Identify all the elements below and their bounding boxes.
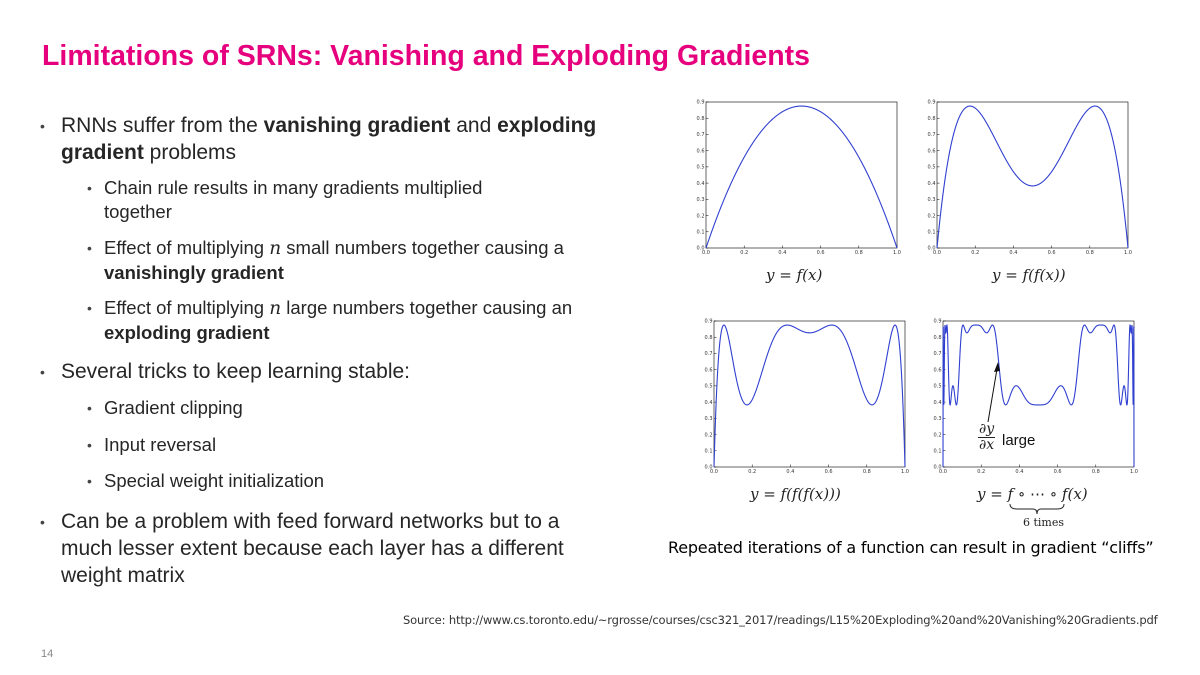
y-tick-label: 0.1	[696, 229, 705, 236]
y-tick-label: 0.3	[704, 416, 713, 423]
x-tick-label: 0.2	[977, 469, 986, 475]
bullet-text: Can be a problem with feed forward networks but to a much lesser extent because each layer has a different weight matrix	[61, 510, 564, 587]
y-tick-label: 0.1	[704, 448, 713, 455]
y-tick-label: 0.2	[927, 213, 936, 220]
slide-title: Limitations of SRNs: Vanishing and Exploding Gradients	[42, 40, 810, 72]
y-tick-label: 0.5	[927, 164, 936, 171]
bullet-dot: •	[40, 364, 45, 380]
x-tick-label: 0.0	[933, 250, 941, 256]
bullet-chain-rule	[87, 176, 544, 224]
series-line	[943, 325, 1134, 467]
y-tick-label: 0.2	[696, 213, 705, 220]
plot-frame	[943, 321, 1134, 467]
plot-f-f-f-x	[702, 316, 916, 481]
bullet-dot: •	[87, 180, 92, 196]
series-line	[937, 106, 1128, 248]
x-tick-label: 0.4	[778, 250, 787, 256]
plot-f-x	[694, 97, 908, 262]
plot-caption-f-6-times: y = f ∘ ⋯ ∘ f(x)	[977, 485, 1088, 503]
x-tick-label: 0.6	[1047, 250, 1056, 256]
bullet-tricks	[40, 358, 601, 385]
y-tick-label: 0.6	[933, 367, 942, 374]
bullet-emphasis: vanishing gradient	[263, 114, 451, 137]
y-tick-label: 0.8	[704, 334, 713, 341]
x-tick-label: 0.6	[824, 469, 833, 475]
bullet-text: Chain rule results in many gradients multiplied together	[104, 177, 483, 222]
x-tick-label: 1.0	[901, 469, 909, 475]
bullet-text: small numbers together causing a	[281, 237, 564, 258]
y-tick-label: 0.7	[927, 132, 936, 139]
math-variable: n	[269, 298, 282, 319]
x-tick-label: 0.8	[1091, 469, 1100, 475]
bullet-dot: •	[40, 118, 45, 134]
y-tick-label: 0.3	[696, 197, 705, 204]
y-tick-label: 0.0	[933, 464, 942, 471]
bullet-text: problems	[143, 141, 237, 164]
bullet-input-reversal	[87, 433, 604, 457]
y-tick-label: 0.5	[704, 383, 713, 390]
y-tick-label: 0.9	[704, 318, 713, 325]
bullet-dot: •	[87, 300, 92, 316]
bullet-rnn-problems	[40, 112, 601, 166]
series-line	[706, 106, 897, 248]
y-tick-label: 0.9	[933, 318, 942, 325]
y-tick-label: 0.7	[696, 132, 705, 139]
page-number: 14	[41, 648, 54, 660]
bullet-text: Effect of multiplying	[104, 297, 270, 318]
y-tick-label: 0.9	[696, 99, 705, 106]
y-tick-label: 0.6	[927, 148, 936, 155]
series-line	[714, 325, 905, 467]
x-tick-label: 0.8	[1085, 250, 1094, 256]
y-tick-label: 0.7	[704, 351, 713, 358]
x-tick-label: 0.0	[702, 250, 710, 256]
y-tick-label: 0.4	[704, 399, 713, 406]
y-tick-label: 0.8	[696, 115, 705, 122]
source-citation: Source: http://www.cs.toronto.edu/~rgrosse/courses/csc321_2017/readings/L15%20Exploding%20and%20Vanishing%20Gradients.pdf	[403, 613, 1158, 627]
y-tick-label: 0.8	[933, 334, 942, 341]
y-tick-label: 0.0	[696, 245, 705, 252]
plot-caption-f-x: y = f(x)	[766, 266, 823, 284]
y-tick-label: 0.6	[696, 148, 705, 155]
x-tick-label: 1.0	[1130, 469, 1138, 475]
bullet-dot: •	[87, 473, 92, 489]
plot-svg	[702, 316, 916, 481]
bullet-text: and	[450, 114, 498, 137]
y-tick-label: 0.3	[927, 197, 936, 204]
plot-svg	[931, 316, 1145, 481]
plot-svg	[925, 97, 1139, 262]
partial-derivative-annotation: ∂y ∂x	[979, 421, 995, 453]
x-tick-label: 0.2	[971, 250, 980, 256]
bullet-text: Input reversal	[104, 434, 217, 455]
y-tick-label: 0.6	[704, 367, 713, 374]
bullet-feed-forward	[40, 508, 601, 589]
y-tick-label: 0.4	[696, 180, 705, 187]
underbrace	[1009, 503, 1065, 515]
bullet-emphasis: vanishingly gradient	[104, 262, 284, 283]
y-tick-label: 0.1	[927, 229, 936, 236]
bullet-text: large numbers together causing an	[281, 297, 573, 318]
bullet-text: RNNs suffer from the	[61, 114, 264, 137]
bullet-dot: •	[40, 514, 45, 530]
y-tick-label: 0.5	[933, 383, 942, 390]
x-tick-label: 0.6	[1053, 469, 1062, 475]
plot-f-6-times	[931, 316, 1145, 481]
y-tick-label: 0.9	[927, 99, 936, 106]
math-variable: n	[269, 238, 282, 259]
y-tick-label: 0.2	[704, 432, 713, 439]
y-tick-label: 0.3	[933, 416, 942, 423]
plot-frame	[937, 102, 1128, 248]
bullet-dot: •	[87, 437, 92, 453]
bullet-small-numbers	[87, 236, 604, 285]
bullet-gradient-clipping	[87, 396, 604, 420]
underbrace-label: 6 times	[1023, 516, 1065, 529]
x-tick-label: 0.2	[748, 469, 757, 475]
y-tick-label: 0.4	[927, 180, 936, 187]
x-tick-label: 0.2	[740, 250, 749, 256]
y-tick-label: 0.0	[704, 464, 713, 471]
plot-frame	[714, 321, 905, 467]
bullet-text: Effect of multiplying	[104, 237, 270, 258]
y-tick-label: 0.8	[927, 115, 936, 122]
figure-caption: Repeated iterations of a function can result in gradient “cliffs”	[668, 538, 1154, 557]
bullet-text: Several tricks to keep learning stable:	[61, 360, 411, 383]
x-tick-label: 0.4	[1009, 250, 1018, 256]
bullet-large-numbers	[87, 296, 604, 345]
plot-f-f-x	[925, 97, 1139, 262]
y-tick-label: 0.4	[933, 399, 942, 406]
bullet-weight-init	[87, 469, 604, 493]
plot-svg	[694, 97, 908, 262]
x-tick-label: 0.6	[816, 250, 825, 256]
large-annotation: large	[1002, 432, 1036, 449]
bullet-dot: •	[87, 240, 92, 256]
bullet-dot: •	[87, 400, 92, 416]
x-tick-label: 0.8	[854, 250, 863, 256]
x-tick-label: 0.4	[1015, 469, 1024, 475]
y-tick-label: 0.7	[933, 351, 942, 358]
x-tick-label: 0.0	[939, 469, 947, 475]
x-tick-label: 0.8	[862, 469, 871, 475]
bullet-text: Special weight initialization	[104, 470, 325, 491]
annotation-arrow	[985, 360, 1005, 425]
y-tick-label: 0.5	[696, 164, 705, 171]
plot-caption-f-f-f-x: y = f(f(f(x)))	[750, 485, 841, 503]
bullet-text: Gradient clipping	[104, 397, 243, 418]
bullet-emphasis: exploding gradient	[61, 114, 597, 164]
x-tick-label: 1.0	[893, 250, 901, 256]
y-tick-label: 0.0	[927, 245, 936, 252]
bullet-emphasis: exploding gradient	[104, 322, 270, 343]
plot-caption-f-f-x: y = f(f(x))	[992, 266, 1066, 284]
x-tick-label: 0.0	[710, 469, 718, 475]
y-tick-label: 0.1	[933, 448, 942, 455]
x-tick-label: 0.4	[786, 469, 795, 475]
x-tick-label: 1.0	[1124, 250, 1132, 256]
y-tick-label: 0.2	[933, 432, 942, 439]
